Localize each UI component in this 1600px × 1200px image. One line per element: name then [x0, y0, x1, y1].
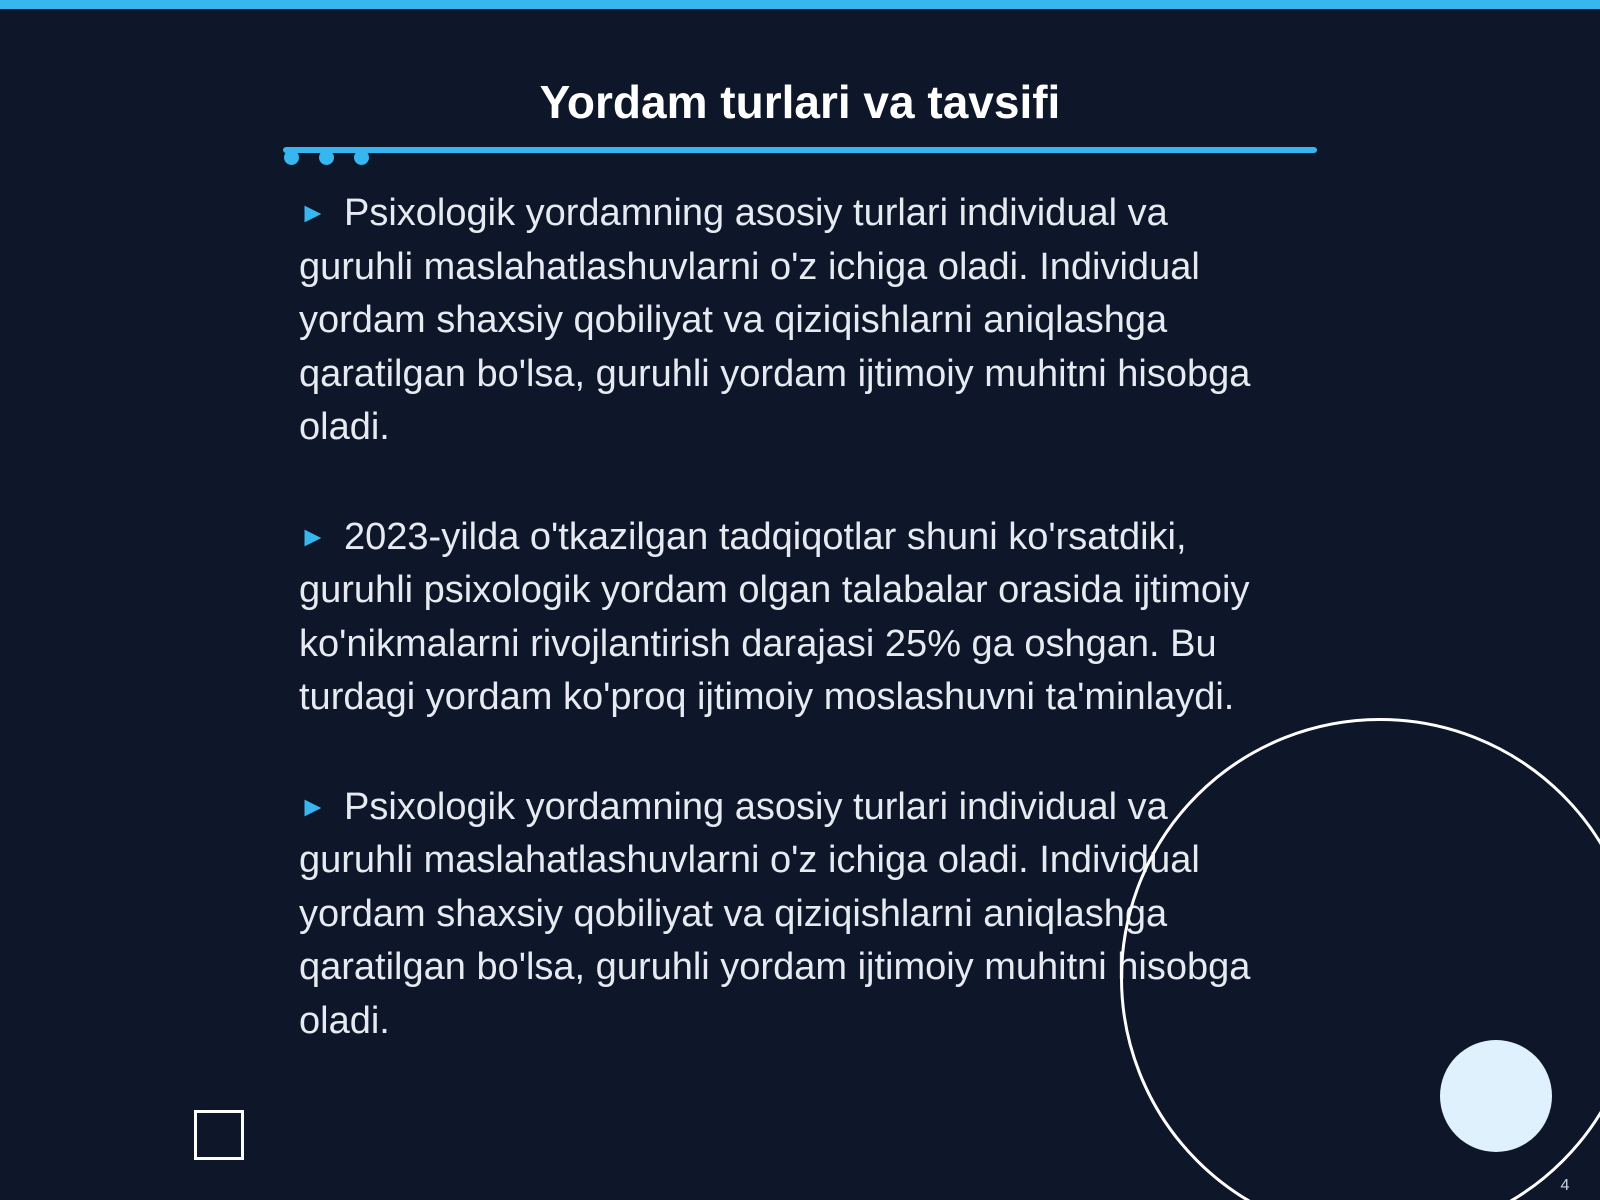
bullet-text: 2023-yilda o'tkazilgan tadqiqotlar shuni ko'rsatdiki, guruhli psixologik yordam olgan talabalar orasida ijtimoiy ko'nikmalarni rivojlantirish darajasi 25% ga oshgan. Bu turdagi yordam ko'proq ijtimoiy moslashuvni ta'minlaydi.: [299, 515, 1250, 718]
bullet-arrow-icon: ►: [299, 520, 327, 552]
decor-dot: [284, 150, 299, 165]
bullet-list: [299, 186, 1289, 1103]
decor-dot: [354, 150, 369, 165]
decor-dot: [319, 150, 334, 165]
top-accent-bar: [0, 0, 1600, 9]
bullet-arrow-icon: ►: [299, 197, 327, 228]
bullet-arrow-icon: ►: [299, 790, 327, 822]
decor-square: [194, 1110, 244, 1160]
slide-title: Yordam turlari va tavsifi: [539, 76, 1061, 128]
title-underline: [283, 147, 1317, 153]
bullet-item: [299, 780, 1289, 1049]
bullet-item: [299, 186, 1289, 455]
decor-circle: [1440, 1040, 1552, 1152]
bullet-text: Psixologik yordamning asosiy turlari individual va guruhli maslahatlashuvlarni o'z ichiga oladi. Individual yordam shaxsiy qobiliyat va qiziqishlarni aniqlashga qaratilgan bo'lsa, guruhli yordam ijtimoiy muhitni hisobga oladi.: [299, 192, 1251, 448]
bullet-text: Psixologik yordamning asosiy turlari individual va guruhli maslahatlashuvlarni o'z ichiga oladi. Individual yordam shaxsiy qobiliyat va qiziqishlarni aniqlashga qaratilgan bo'lsa, guruhli yordam ijtimoiy muhitni hisobga oladi.: [299, 785, 1251, 1042]
bullet-item: [299, 510, 1289, 725]
page-number: 4: [1560, 1177, 1570, 1194]
